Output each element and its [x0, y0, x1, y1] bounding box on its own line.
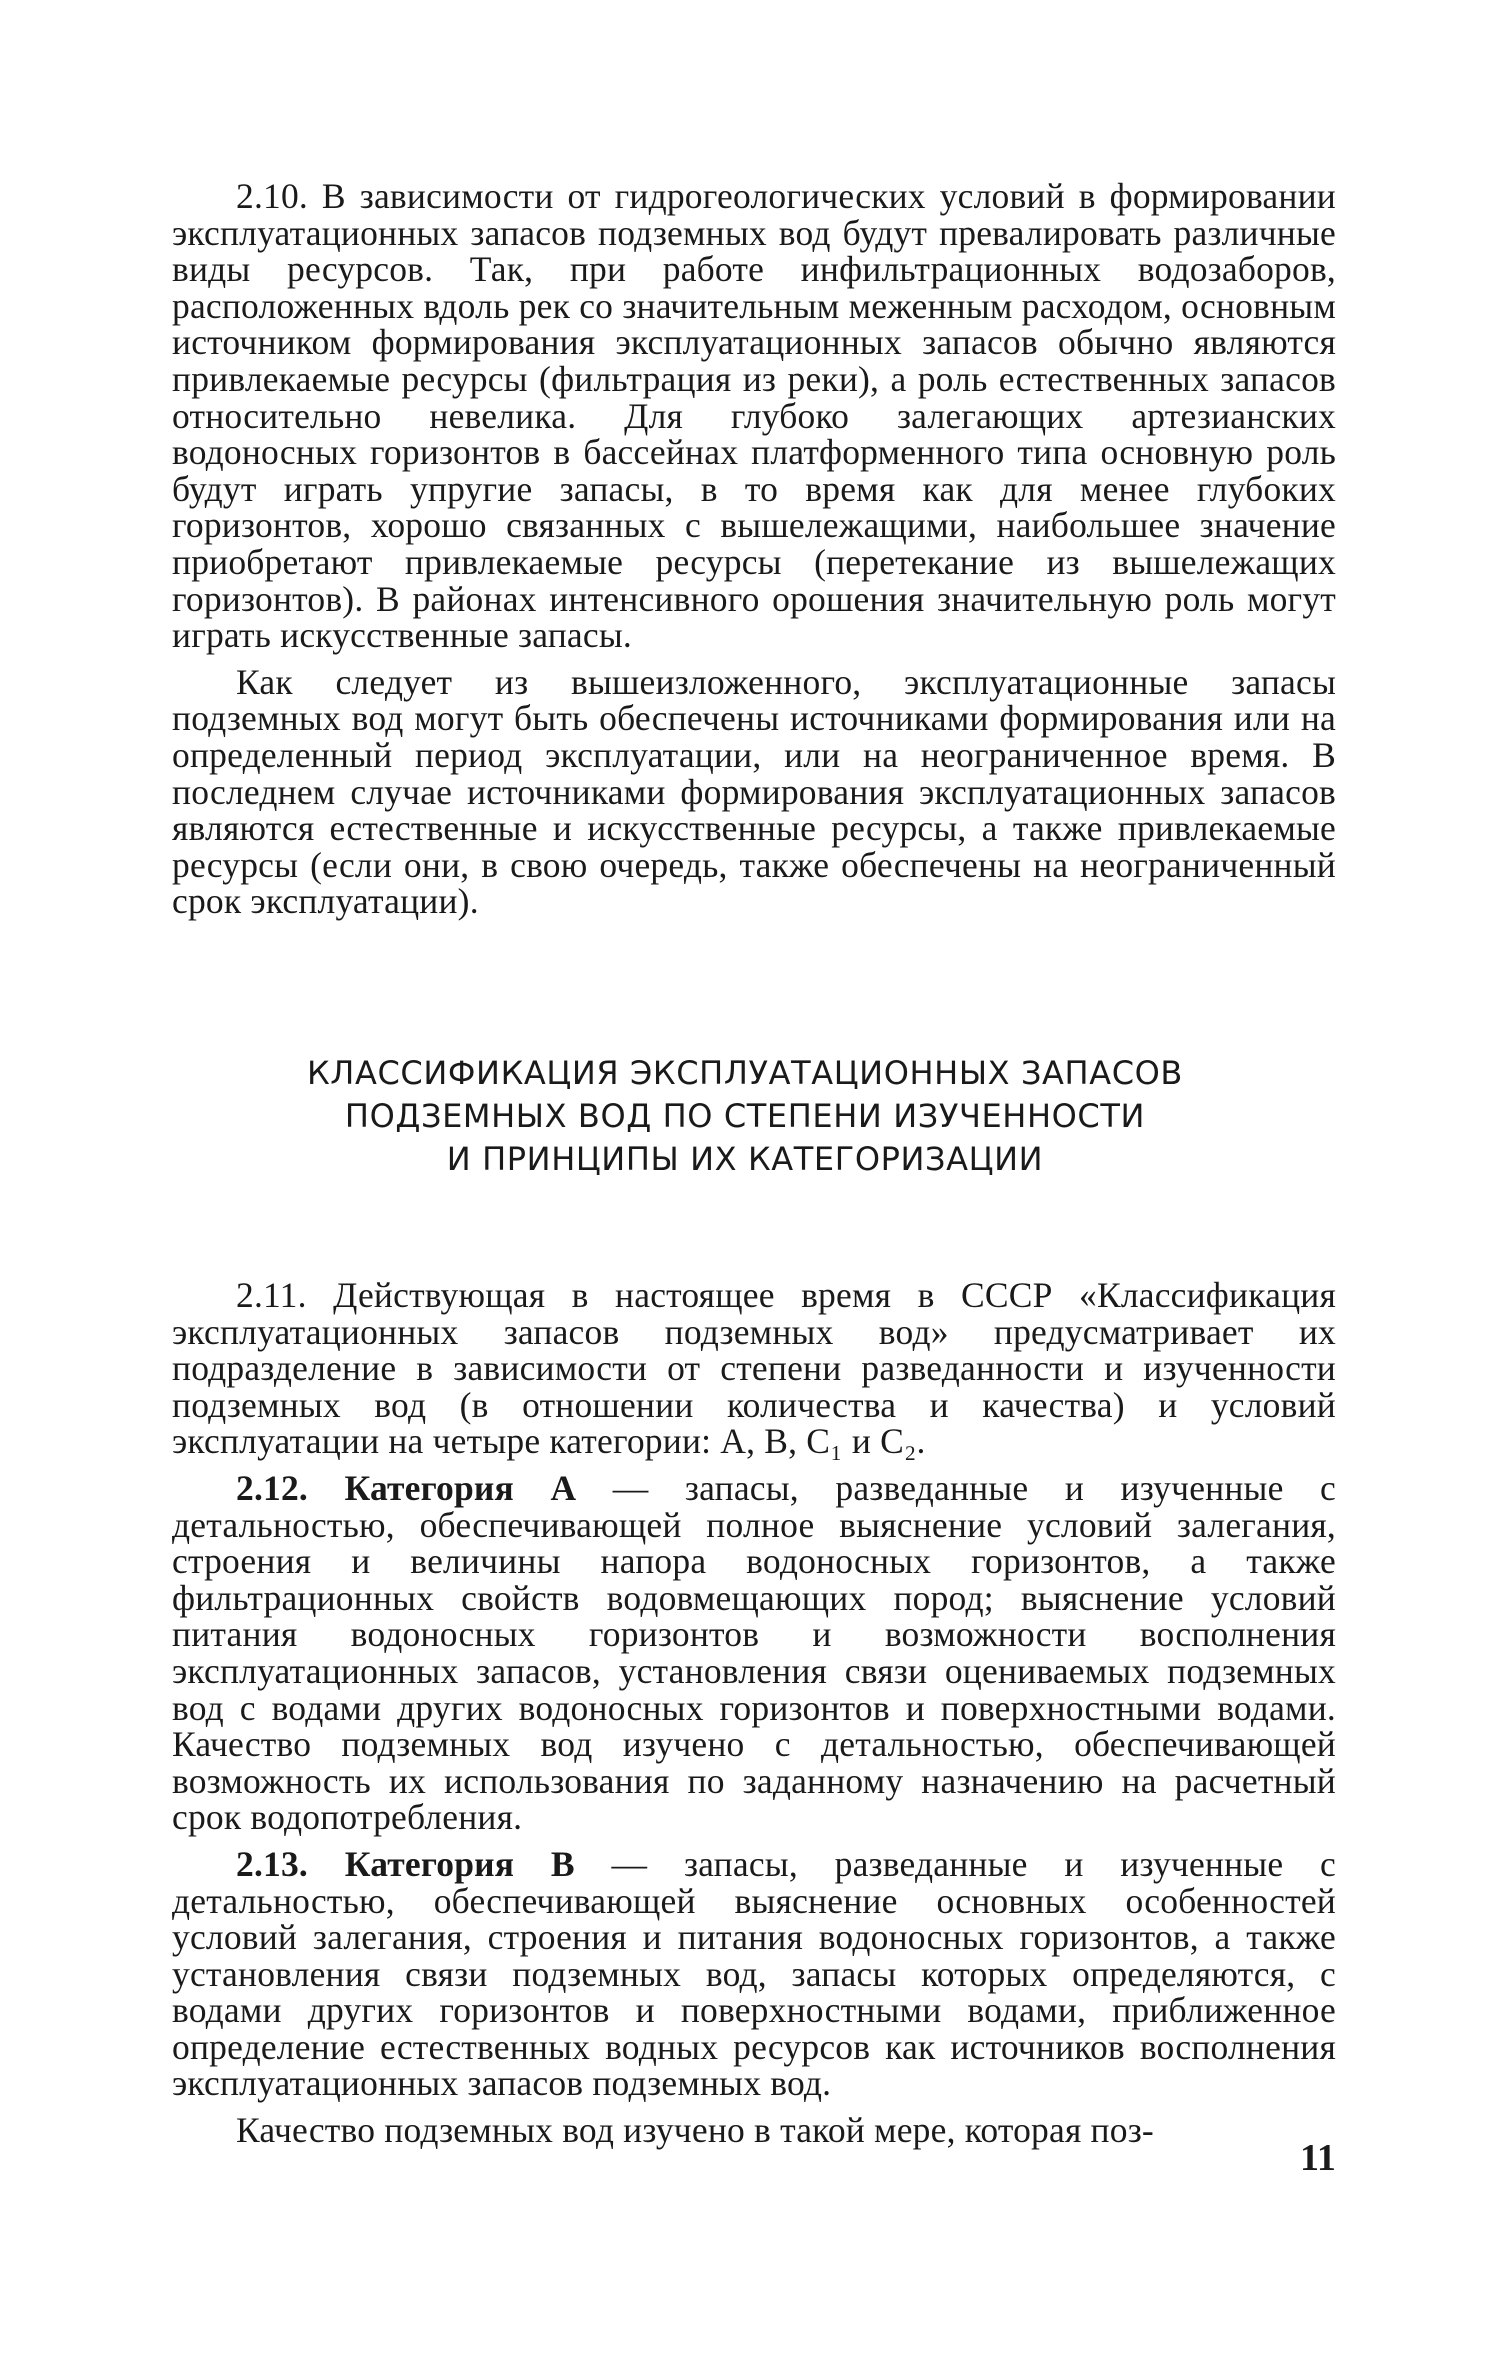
text-block-classification	[172, 1277, 1336, 2149]
paragraph-2-13	[172, 1843, 1336, 2104]
paragraph-quality: Качество подземных вод изучено в такой мере, которая поз-	[236, 2110, 1154, 2151]
category-a-text: — запасы, разведанные и изученные с детальностью, обеспечивающей полное выяснение условий залегания, строения и величины напора водоносных горизонтов, а также фильтрационных свойств водовмещающих пород; выяснение условий питания водоносных горизонтов и возможности восполнения эксплуатационных запасов, установления связи оцениваемых подземных вод с водами других водоносных горизонтов и поверхностными водами. Качество подземных вод изучено с детальностью, обеспечивающей возможность их использования по заданному назначению на расчетный срок водопотребления.	[172, 1467, 1336, 1838]
category-b-text: — запасы, разведанные и изученные с детальностью, обеспечивающей выяснение основных особенностей условий залегания, строения и питания водоносных горизонтов, а также установления связи подземных вод, запасы которых определяются, с водами других горизонтов и поверхностными водами, приближенное определение естественных водных ресурсов как источников восполнения эксплуатационных запасов подземных вод.	[172, 1843, 1336, 2104]
section-heading	[150, 1052, 1340, 1181]
heading-line-1: КЛАССИФИКАЦИЯ ЭКСПЛУАТАЦИОННЫХ ЗАПАСОВ	[306, 1054, 1183, 1092]
heading-line-2: ПОДЗЕМНЫХ ВОД ПО СТЕПЕНИ ИЗУЧЕННОСТИ	[344, 1097, 1146, 1135]
paragraph-2-11: 2.11. Действующая в настоящее время в СССР «Классификация эксплуатационных запасов подземных вод» предусматривает их подразделение в зависимости от степени разведанности и изученности подземных вод (в отношении количества и качества) и условий эксплуатации на четыре категории: A, B, C₁ и C₂.	[172, 1275, 1336, 1462]
category-b-label: 2.13. Категория B	[236, 1843, 575, 1884]
category-a-label: 2.12. Категория A	[236, 1467, 577, 1508]
page-number: 11	[1300, 2137, 1336, 2179]
paragraph-conclusion: Как следует из вышеизложенного, эксплуатационные запасы подземных вод могут быть обеспечены источниками формирования или на определенный период эксплуатации, или на неограниченное время. В последнем случае источниками формирования эксплуатационных запасов являются естественные и искусственные ресурсы, а также привлекаемые ресурсы (если они, в свою очередь, также обеспечены на неограниченный срок эксплуатации).	[172, 661, 1336, 922]
heading-line-3: И ПРИНЦИПЫ ИХ КАТЕГОРИЗАЦИИ	[446, 1140, 1044, 1178]
paragraph-2-10: 2.10. В зависимости от гидрогеологических условий в формировании эксплуатационных запасов подземных вод будут превалировать различные виды ресурсов. Так, при работе инфильтрационных водозаборов, расположенных вдоль рек со значительным меженным расходом, основным источником формирования эксплуатационных запасов обычно являются привлекаемые ресурсы (фильтрация из реки), а роль естественных запасов относительно невелика. Для глубоко залегающих артезианских водоносных горизонтов в бассейнах платформенного типа основную роль будут играть упругие запасы, в то время как для менее глубоких горизонтов, хорошо связанных с вышележащими, наибольшее значение приобретают привлекаемые ресурсы (перетекание из вышележащих горизонтов). В районах интенсивного орошения значительную роль могут играть искусственные запасы.	[172, 176, 1336, 656]
text-block-intro	[172, 178, 1336, 920]
paragraph-2-12	[172, 1467, 1336, 1838]
